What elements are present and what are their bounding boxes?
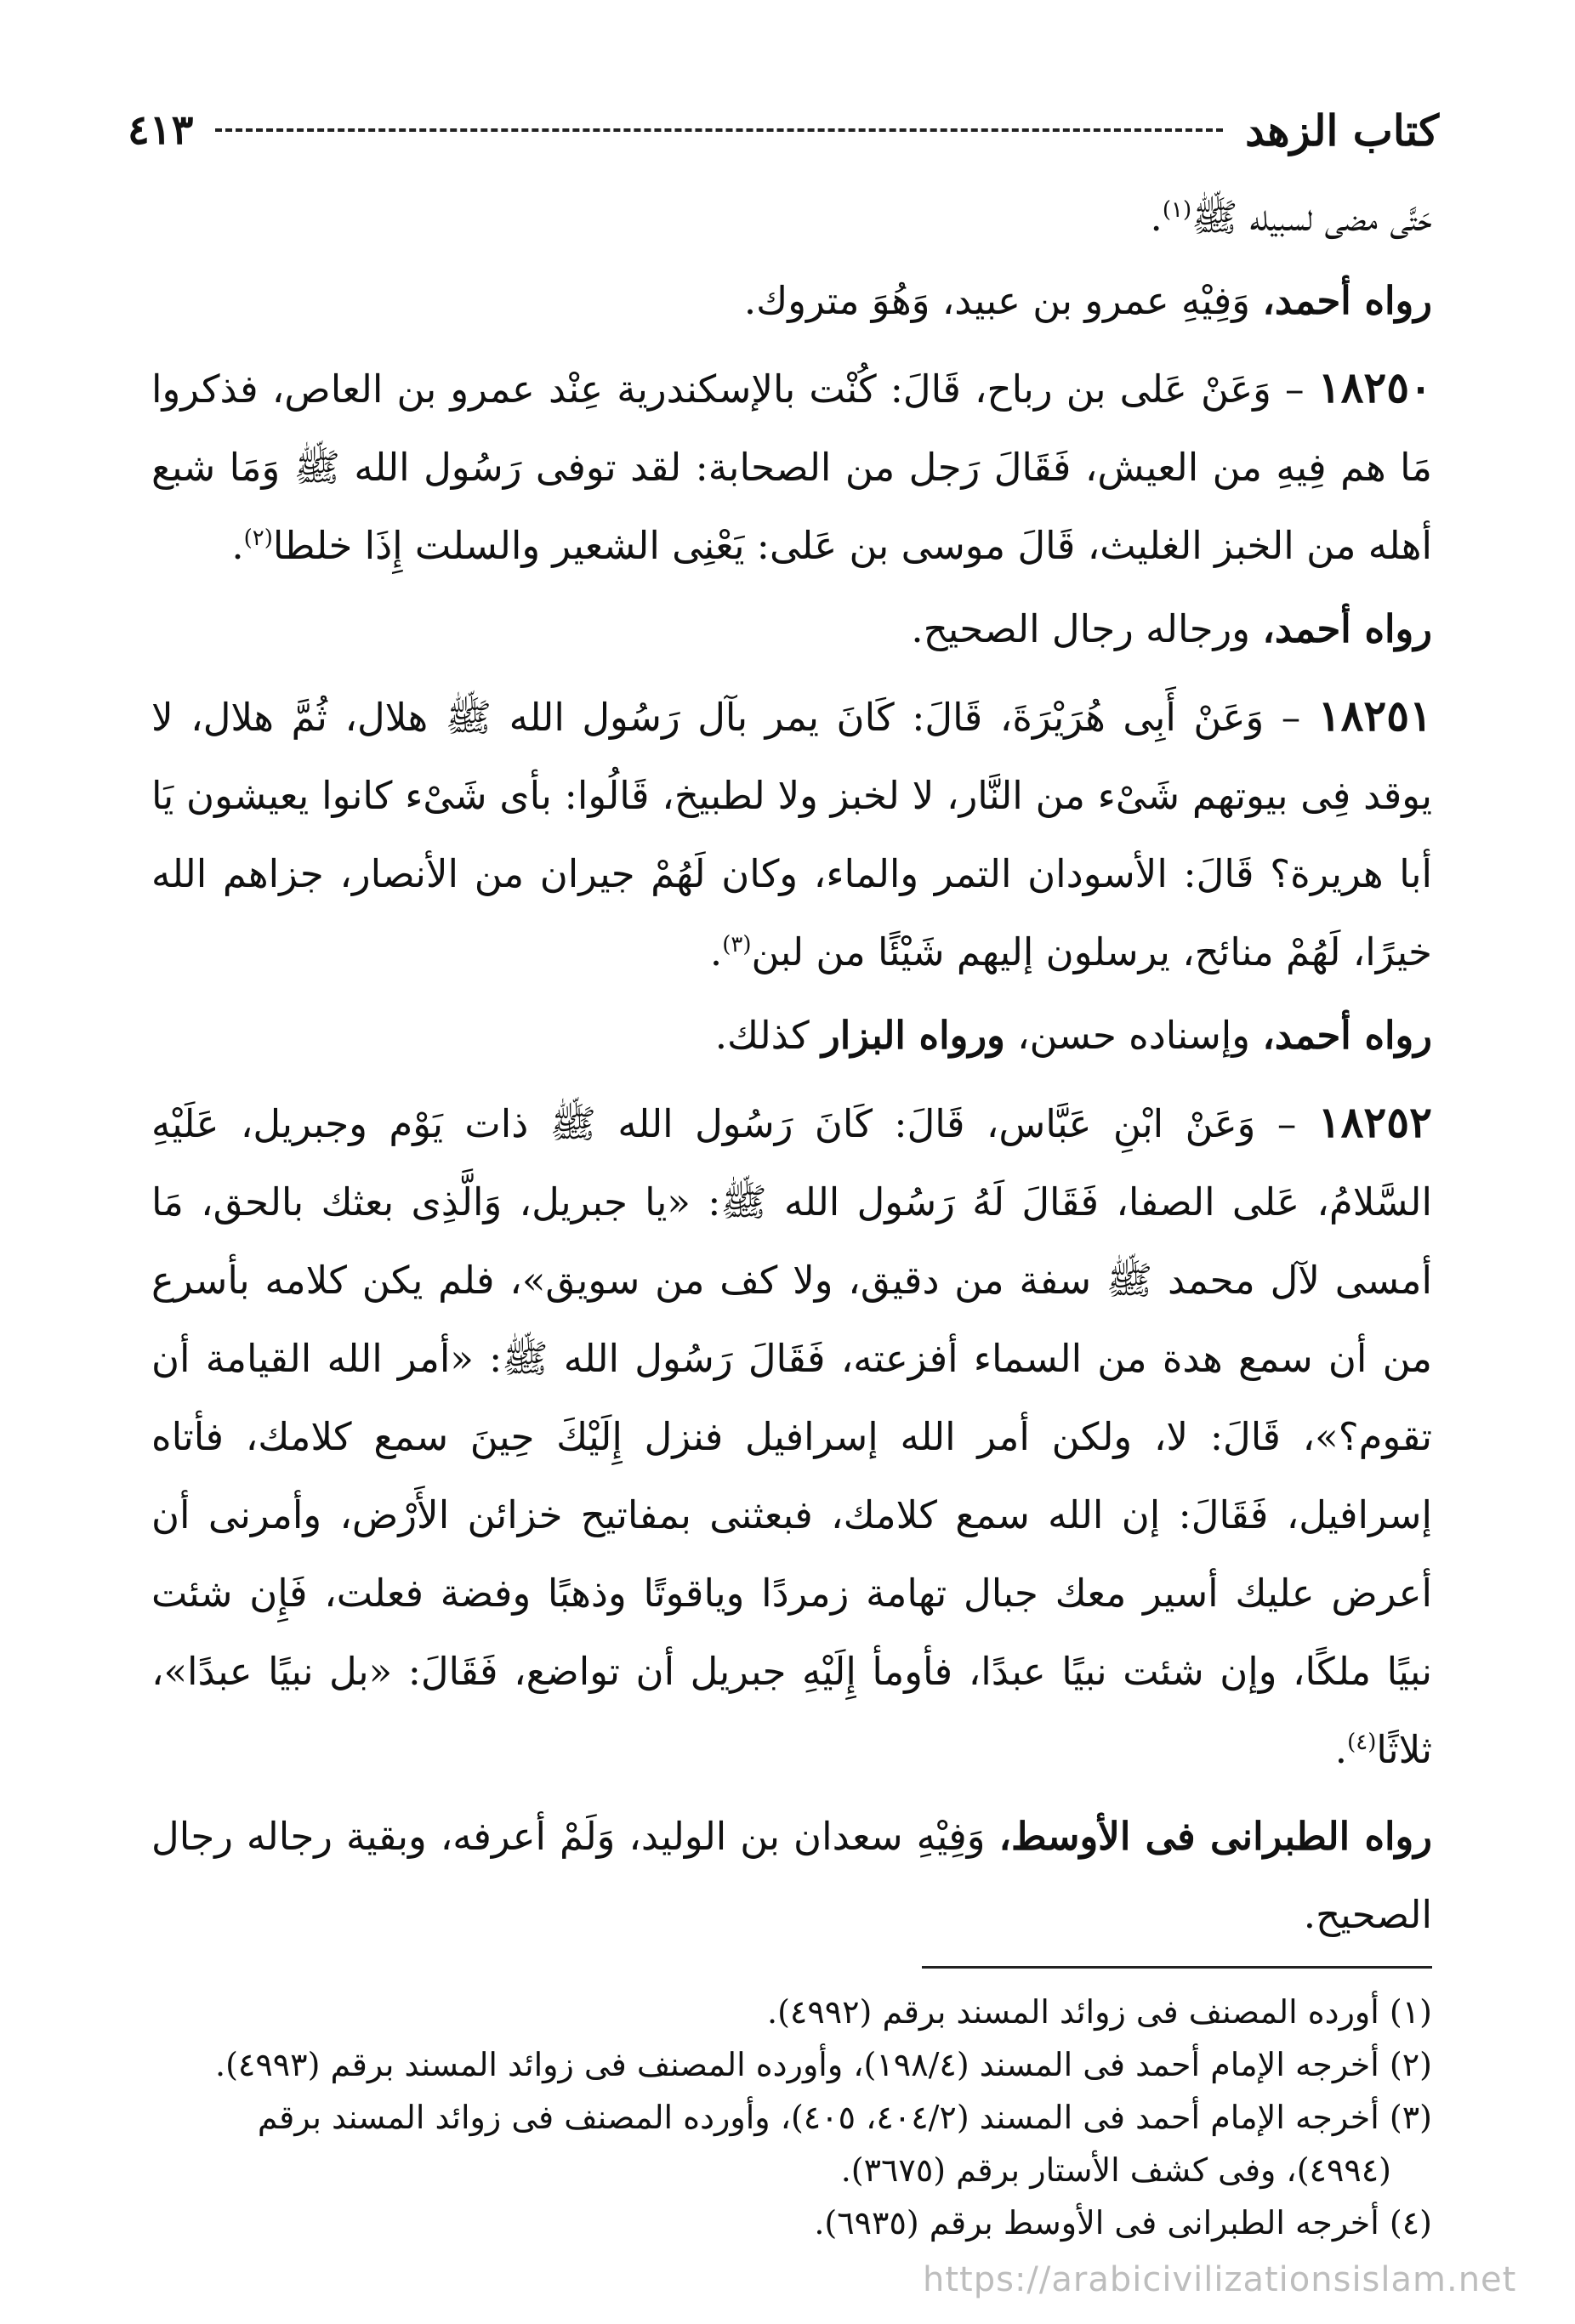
source-label: رواه أحمد، [1262, 606, 1432, 651]
main-text [151, 179, 1432, 1959]
paragraph-text: وَفِيْهِ عمرو بن عبيد، وَهُوَ متروك. [743, 278, 1263, 323]
period: . [709, 929, 723, 974]
paragraph-text: وإسناده حسن، [1004, 1013, 1263, 1058]
hadith-text: – وَعَنْ أَبِى هُرَيْرَةَ، قَالَ: كَانَ يمر بآل رَسُول الله ﷺ هلال، ثُمَّ هلال، لا يوقد فِى بيوتهم شَىْء من النَّار، لا لخبز ولا لطبيخ، قَالُوا: بأى شَىْء كانوا يعيشون يَا أبا هريرة؟ قَالَ: الأسودان التمر والماء، وكان لَهُمْ جيران من الأنصار، جزاهم الله خيرًا، لَهُمْ منائح، يرسلون إليهم شَيْئًا من لبن [151, 695, 1432, 974]
source-label: رواه أحمد، [1262, 278, 1432, 323]
running-header [128, 100, 1439, 160]
paragraph-6 [151, 997, 1432, 1075]
period: . [231, 523, 244, 568]
footnote-ref-1[interactable]: (١) [1162, 197, 1192, 223]
hadith-number: ١٨٢٥٢ [1317, 1097, 1432, 1147]
paragraph-8 [151, 1798, 1432, 1954]
footnote-ref-2[interactable]: (٢) [243, 526, 273, 551]
hadith-text: – وَعَنْ عَلى بن رباح، قَالَ: كُنْت بالإسكندرية عِنْد عمرو بن العاص، فذكروا مَا هم فِيهِ من العيش، فَقَالَ رَجل من الصحابة: لقد توفى رَسُول الله ﷺ وَمَا شبع أهله من الخبز الغليث، قَالَ موسى بن عَلى: يَعْنِى الشعير والسلت إِذَا خلطا [151, 366, 1432, 568]
footnotes [151, 1986, 1432, 2249]
paragraph-1 [151, 179, 1432, 257]
footnote-ref-4[interactable]: (٤) [1347, 1730, 1377, 1755]
period: . [1150, 195, 1163, 240]
hadith-number: ١٨٢٥٠ [1317, 362, 1432, 412]
source-label: رواه الطبرانى فى الأوسط، [998, 1814, 1432, 1859]
footnote-3-continuation: (٤٩٩٤)، وفى كشف الأستار برقم (٣٦٧٥). [840, 2151, 1391, 2189]
page-number: ٤١٣ [128, 106, 194, 154]
footnote-ref-3[interactable]: (٣) [722, 932, 752, 957]
footnote-3: (٣) أخرجه الإمام أحمد فى المسند (٤٠٤/٢، ٤٠٥)، وأورده المصنف فى زوائد المسند برقم [257, 2099, 1432, 2136]
paragraph-text: كذلك. [714, 1013, 822, 1058]
hadith-18251 [151, 677, 1432, 992]
paragraph-2 [151, 262, 1432, 340]
hadith-number: ١٨٢٥١ [1317, 690, 1432, 741]
footnote-4: (٤) أخرجه الطبرانى فى الأوسط برقم (٦٩٣٥). [814, 2204, 1432, 2242]
paragraph-text: ورجاله رجال الصحيح. [911, 606, 1263, 651]
paragraph-text: وَفِيْهِ سعدان بن الوليد، وَلَمْ أعرفه، وبقية رجاله رجال الصحيح. [151, 1814, 1432, 1937]
book-title: كتاب الزهد [1245, 105, 1439, 156]
hadith-18252 [151, 1083, 1432, 1789]
header-rule [215, 128, 1223, 132]
footnote-2: (٢) أخرجه الإمام أحمد فى المسند (١٩٨/٤)، وأورده المصنف فى زوائد المسند برقم (٤٩٩٣). [215, 2046, 1432, 2083]
period: . [1334, 1727, 1348, 1772]
paragraph-text: حَتَّى مضى لسبيله ﷺ [1191, 195, 1432, 240]
source-label-2: ورواه البزار [822, 1013, 1005, 1058]
footnote-1: (١) أورده المصنف فى زوائد المسند برقم (٤٩٩٢). [767, 1993, 1432, 2031]
hadith-18250 [151, 349, 1432, 585]
watermark-url: https://arabicivilizationsislam.net [923, 2260, 1517, 2299]
paragraph-4 [151, 590, 1432, 668]
footnote-separator [922, 1966, 1432, 1969]
hadith-text: – وَعَنْ ابْنِ عَبَّاس، قَالَ: كَانَ رَسُول الله ﷺ ذات يَوْم وجبريل، عَلَيْهِ السَّلامُ، عَلى الصفا، فَقَالَ لَهُ رَسُول الله ﷺ: «يا جبريل، وَالَّذِى بعثك بالحق، مَا أمسى لآل محمد ﷺ سفة من دقيق، ولا كف من سويق»، فلم يكن كلامه بأسرع من أن سمع هدة من السماء أفزعته، فَقَالَ رَسُول الله ﷺ: «أمر الله القيامة أن تقوم؟»، قَالَ: لا، ولكن أمر الله إسرافيل فنزل إِلَيْكَ حِينَ سمع كلامك، فأتاه إسرافيل، فَقَالَ: إن الله سمع كلامك، فبعثنى بمفاتيح خزائن الأَرْض، وأمرنى أن أعرض عليك أسير معك جبال تهامة زمردًا وياقوتًا وذهبًا وفضة فعلت، فَإِن شئت نبيًا ملكًا، وإن شئت نبيًا عبدًا، فأومأ إِلَيْهِ جبريل أن تواضع، فَقَالَ: «بل نبيًا عبدًا»، ثلاثًا [151, 1101, 1432, 1772]
source-label: رواه أحمد، [1262, 1013, 1432, 1058]
